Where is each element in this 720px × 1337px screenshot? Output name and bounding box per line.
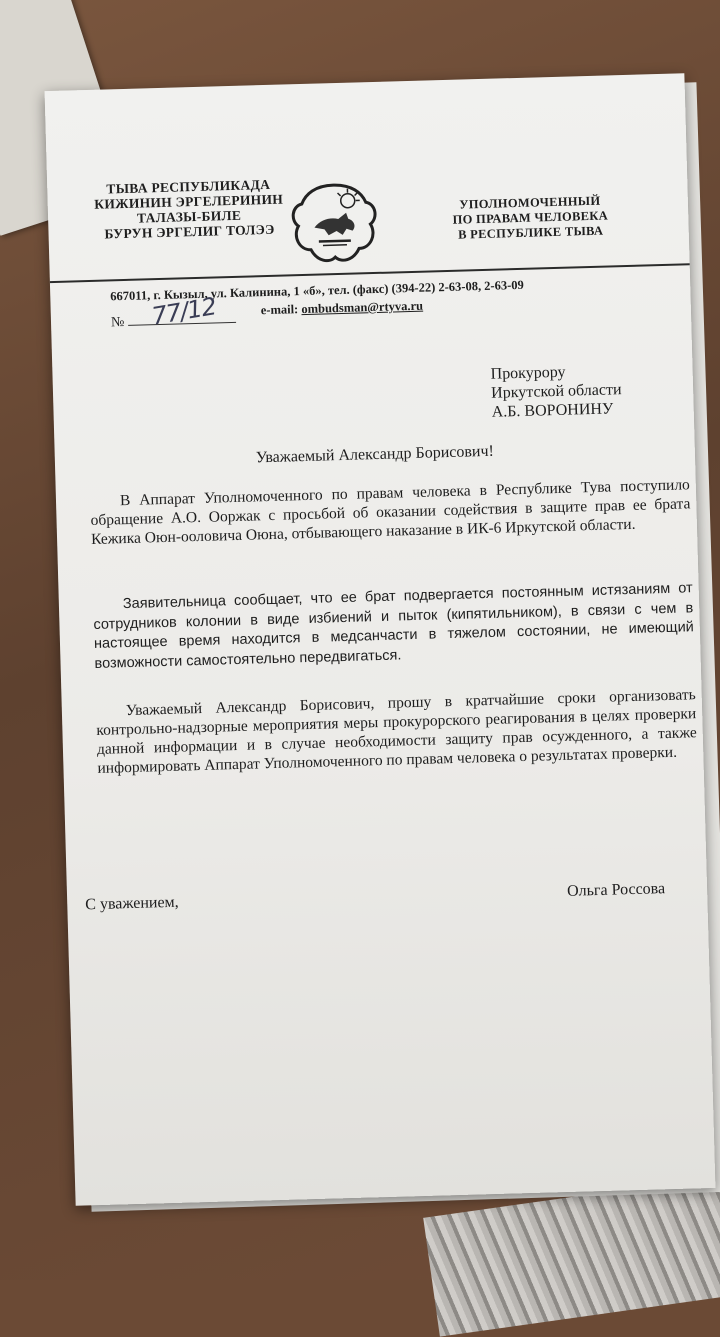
header-right-line: УПОЛНОМОЧЕННЫЙ xyxy=(459,193,601,212)
email-label: e-mail: xyxy=(260,302,299,318)
number-underline xyxy=(128,292,236,331)
body-paragraph-1: В Аппарат Уполномоченного по правам человека в Республике Тува поступило обращение А.О. Ооржак с просьбой об оказании содействия в защите прав ее брата Кежика Оюн-ооловича Оюна, отбывающего наказание в ИК-6 Иркутской области. xyxy=(90,476,691,549)
addressee-line: А.Б. ВОРОНИНУ xyxy=(491,400,614,421)
header-right-line: В РЕСПУБЛИКЕ ТЫВА xyxy=(457,223,604,242)
header-left-tuvan xyxy=(83,176,295,242)
addressee-line: Иркутской области xyxy=(490,381,622,402)
body-paragraph-3: Уважаемый Александр Борисович, прошу в кратчайшие сроки организовать контрольно-надзорные мероприятия меры прокурорского реагирования в целях проверки данной информации и в случае необходимости защиту прав осужденного, а также информировать Аппарат Уполномоченного по правам человека о результатах проверки. xyxy=(96,686,697,777)
number-prefix: № xyxy=(110,315,125,331)
letter-page xyxy=(45,73,716,1205)
closing-phrase: С уважением, xyxy=(85,893,179,914)
header-right-russian xyxy=(430,193,631,244)
header-left-line: КИЖИНИН ЭРГЕЛЕРИНИН xyxy=(94,191,284,212)
contact-email xyxy=(261,299,424,319)
contact-address: 667011, г. Кызыл, ул. Калинина, 1 «б», тел. (факс) (394-22) 2-63-08, 2-63-09 xyxy=(110,277,524,304)
body-paragraph-2: Заявительница сообщает, что ее брат подвергается постоянным истязаниям от сотрудников колонии в виде избиений и пыток (кипятильником), в связи с чем в настоящее время находится в медсанчасти в тяжелом состоянии, не имеющий возможности самостоятельно передвигаться. xyxy=(93,580,695,672)
header-left-line: ТАЛАЗЫ-БИЛЕ xyxy=(136,207,242,226)
header-divider xyxy=(50,263,690,283)
salutation: Уважаемый Александр Борисович! xyxy=(255,442,495,467)
addressee-block xyxy=(490,361,622,422)
header-left-line: ТЫВА РЕСПУБЛИКАДА xyxy=(106,176,271,197)
document-number xyxy=(110,292,237,331)
header-right-line: ПО ПРАВАМ ЧЕЛОВЕКА xyxy=(452,208,609,227)
addressee-line: Прокурору xyxy=(490,363,566,383)
tuva-coat-of-arms-icon xyxy=(287,178,381,269)
header-left-line: БУРУН ЭРГЕЛИГ ТОЛЭЭ xyxy=(104,221,275,242)
email-link[interactable]: ombudsman@rtyva.ru xyxy=(301,298,424,317)
signer-name: Ольга Россова xyxy=(566,880,666,900)
handwritten-number: 77/12 xyxy=(150,292,219,331)
